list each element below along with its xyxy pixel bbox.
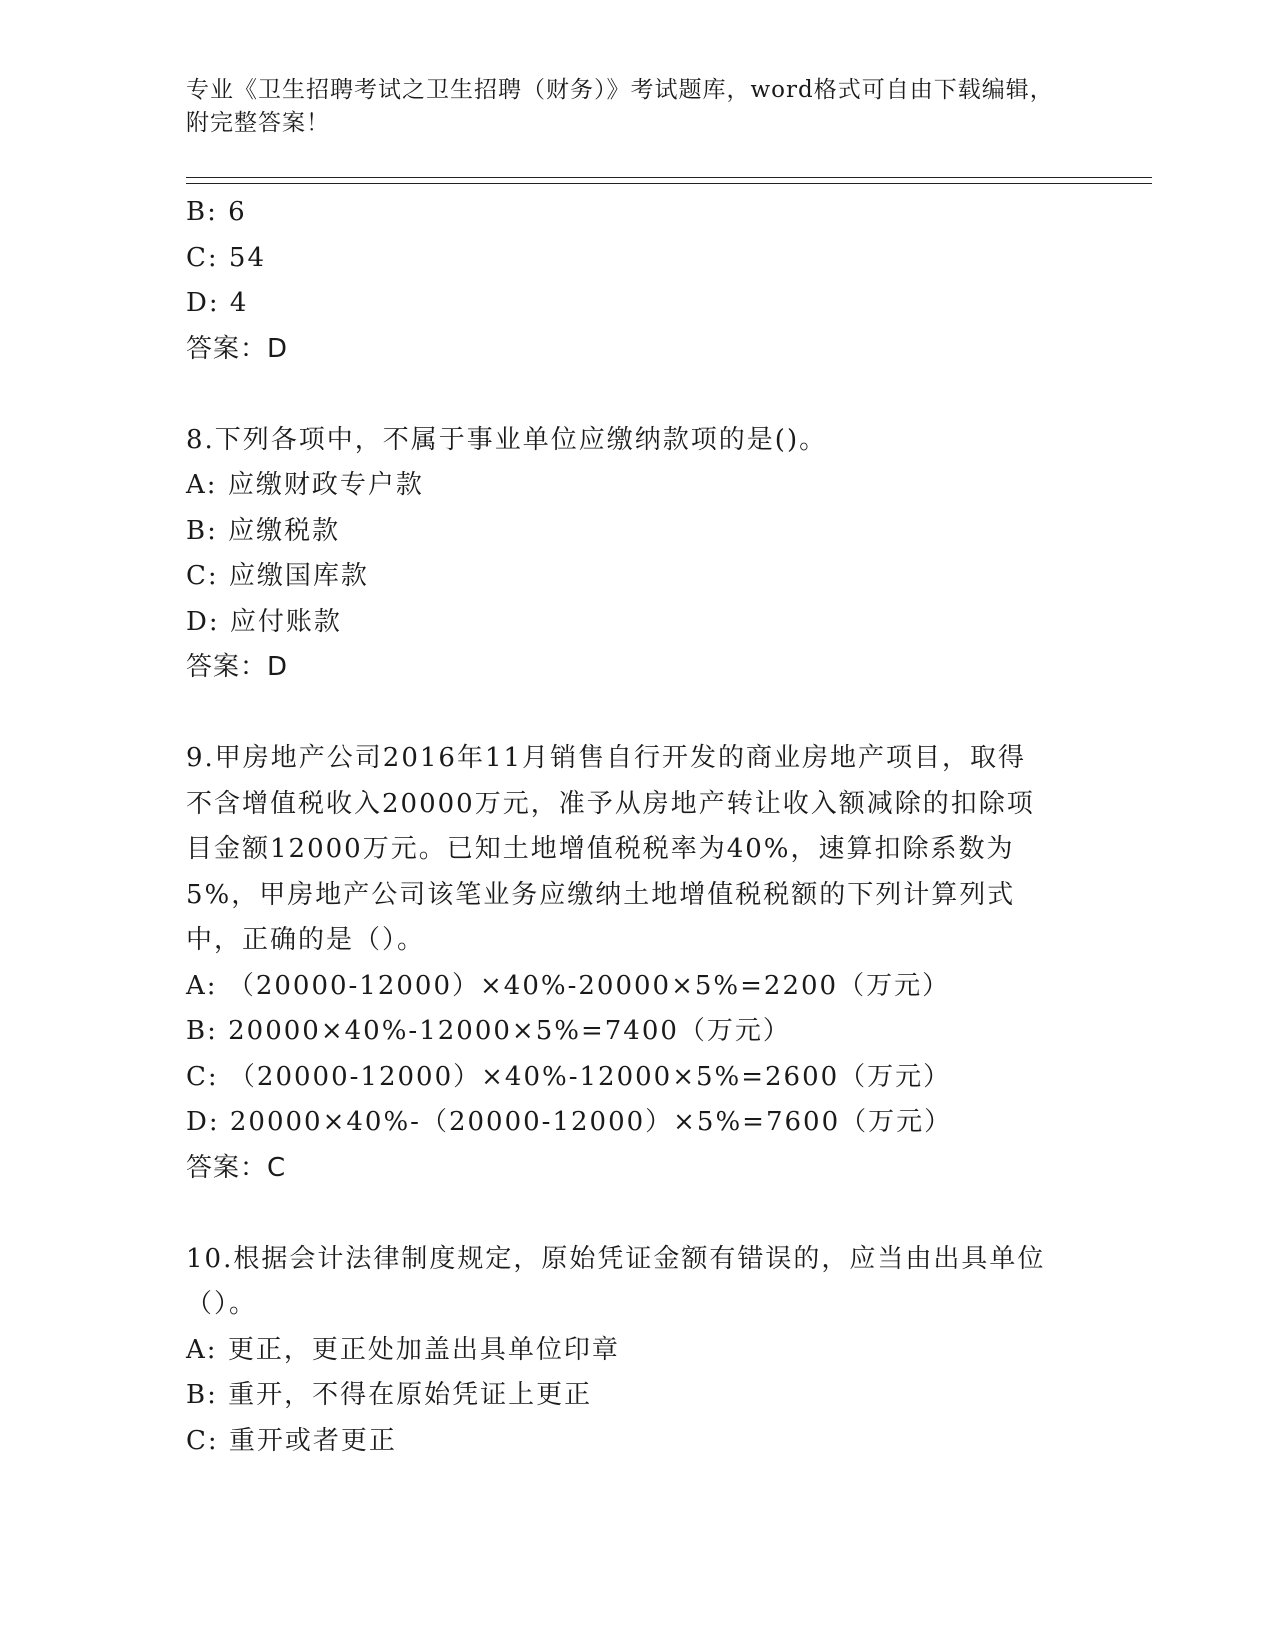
page-header: 专业《卫生招聘考试之卫生招聘（财务）》考试题库，word格式可自由下载编辑，附完整答案！ bbox=[186, 77, 1054, 136]
header-rule-top bbox=[186, 177, 1152, 178]
option-c: C: 应缴国库款 bbox=[186, 561, 369, 591]
question-8 bbox=[186, 418, 1086, 691]
option-b: B: 应缴税款 bbox=[186, 515, 341, 546]
answer: 答案：D bbox=[186, 652, 289, 682]
option-c: C: （20000-12000）×40%-12000×5%=2600（万元） bbox=[186, 1061, 952, 1092]
header-rule-bottom bbox=[186, 183, 1152, 184]
answer: 答案：D bbox=[186, 333, 289, 364]
option-d: D: 4 bbox=[186, 288, 249, 318]
option-d: D: 20000×40%-（20000-12000）×5%=7600（万元） bbox=[186, 1107, 953, 1137]
option-c: C: 54 bbox=[186, 242, 267, 273]
option-a: A: 应缴财政专户款 bbox=[186, 470, 424, 500]
answer: 答案：C bbox=[186, 1152, 287, 1183]
question-list bbox=[186, 190, 1086, 1464]
question-text: 9.甲房地产公司2016年11月销售自行开发的商业房地产项目，取得不含增值税收入20000万元，准予从房地产转让收入额减除的扣除项目金额12000万元。已知土地增值税税率为40%，速算扣除系数为5%，甲房地产公司该笔业务应缴纳土地增值税税额的下列计算列式中，正确的是（）。 bbox=[186, 743, 1035, 955]
question-10 bbox=[186, 1237, 1086, 1465]
question-7 bbox=[186, 190, 1086, 372]
option-a: A: 更正，更正处加盖出具单位印章 bbox=[186, 1334, 620, 1365]
option-b: B: 6 bbox=[186, 197, 247, 227]
option-b: B: 重开，不得在原始凭证上更正 bbox=[186, 1380, 593, 1410]
question-text: 10.根据会计法律制度规定，原始凭证金额有错误的，应当由出具单位（）。 bbox=[186, 1243, 1046, 1319]
option-a: A: （20000-12000）×40%-20000×5%=2200（万元） bbox=[186, 970, 951, 1001]
option-b: B: 20000×40%-12000×5%=7400（万元） bbox=[186, 1016, 791, 1046]
option-c: C: 重开或者更正 bbox=[186, 1425, 397, 1456]
question-text: 8.下列各项中，不属于事业单位应缴纳款项的是()。 bbox=[186, 424, 828, 455]
option-d: D: 应付账款 bbox=[186, 606, 342, 637]
question-9 bbox=[186, 736, 1086, 1191]
